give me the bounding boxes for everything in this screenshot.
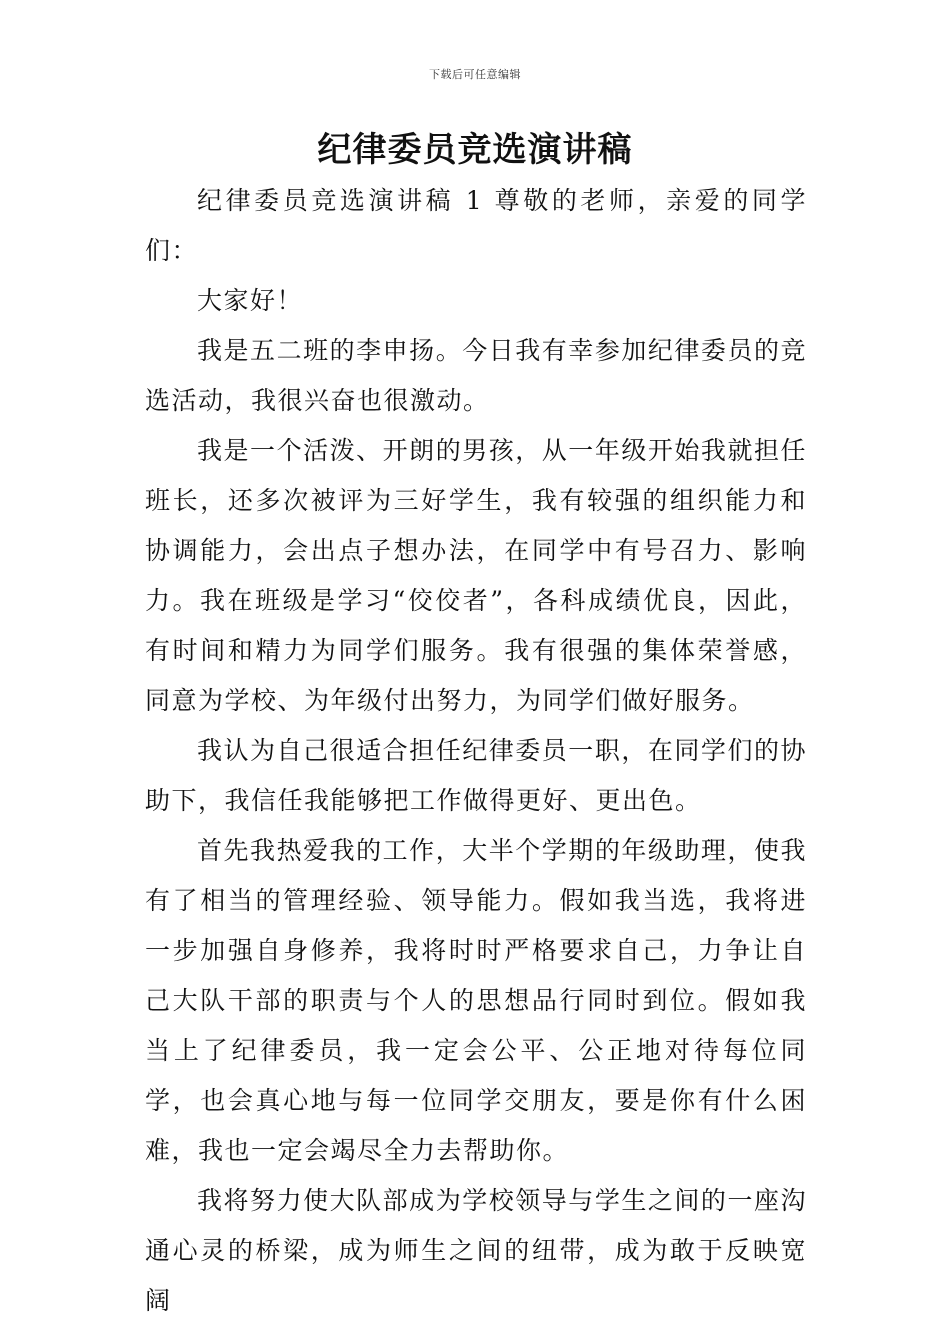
paragraph-suitability: 我认为自己很适合担任纪律委员一职，在同学们的协助下，我信任我能够把工作做得更好、更出色。	[145, 736, 807, 815]
document-title: 纪律委员竞选演讲稿	[317, 130, 633, 170]
paragraph-self-description: 我是一个活泼、开朗的男孩，从一年级开始我就担任班长，还多次被评为三好学生，我有较强的组织能力和协调能力，会出点子想办法，在同学中有号召力、影响力。我在班级是学习“佼佼者”，各科成绩优良，因此，有时间和精力为同学们服务。我有很强的集体荣誉感，同意为学校、为年级付出努力，为同学们做好服务。	[145, 436, 807, 715]
paragraph-greeting: 纪律委员竞选演讲稿 1 尊敬的老师，亲爱的同学们：	[145, 186, 807, 265]
document-body	[145, 176, 807, 1326]
paragraph-commitment: 首先我热爱我的工作，大半个学期的年级助理，使我有了相当的管理经验、领导能力。假如我当选，我将进一步加强自身修养，我将时时严格要求自己，力争让自己大队干部的职责与个人的思想品行同时到位。假如我当上了纪律委员，我一定会公平、公正地对待每位同学，也会真心地与每一位同学交朋友，要是你有什么困难，我也一定会竭尽全力去帮助你。	[145, 836, 807, 1165]
paragraph-bridge: 我将努力使大队部成为学校领导与学生之间的一座沟通心灵的桥梁，成为师生之间的纽带，成为敢于反映宽阔	[145, 1186, 807, 1315]
header-note: 下载后可任意编辑	[429, 68, 521, 81]
paragraph-intro: 我是五二班的李申扬。今日我有幸参加纪律委员的竞选活动，我很兴奋也很激动。	[145, 336, 807, 415]
paragraph-hello: 大家好！	[197, 286, 304, 315]
